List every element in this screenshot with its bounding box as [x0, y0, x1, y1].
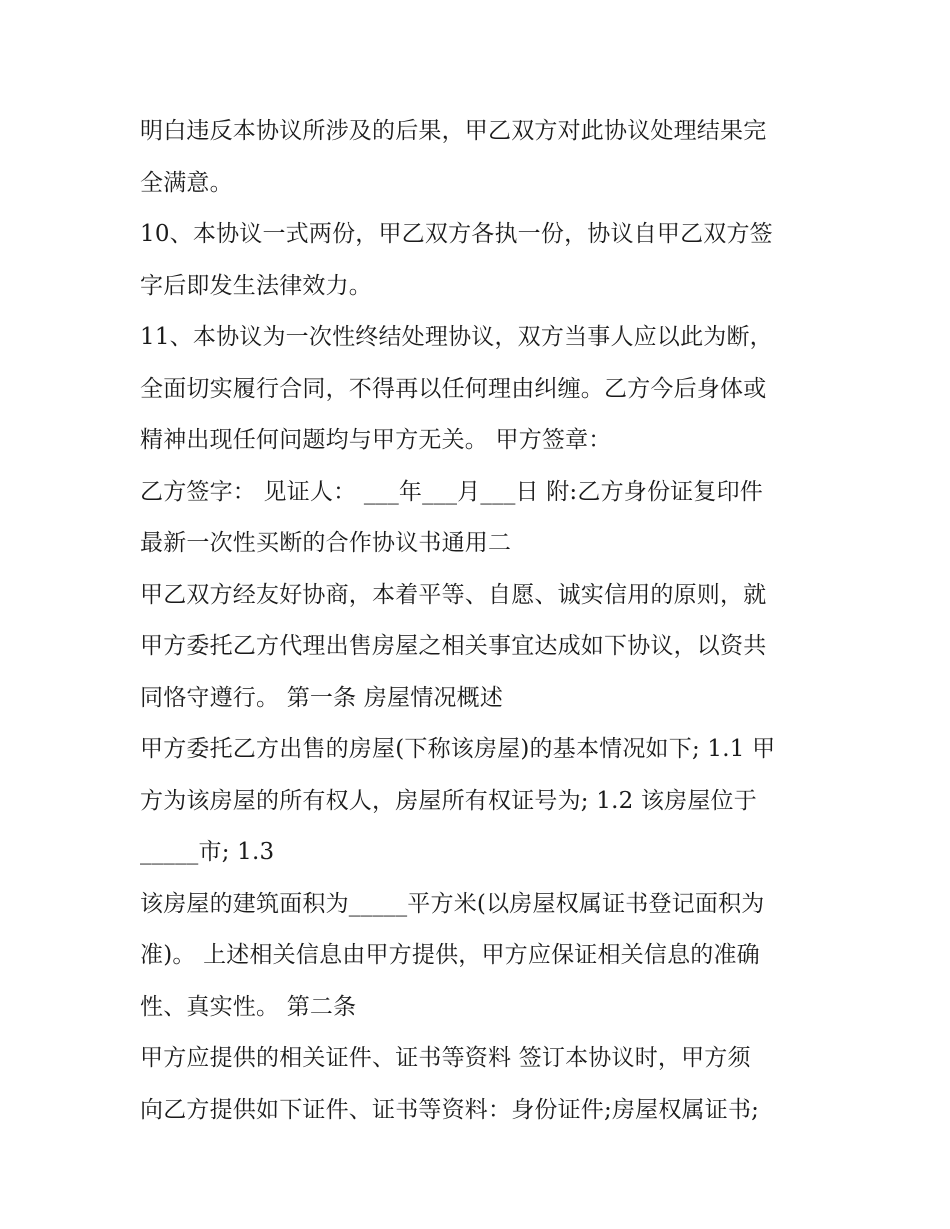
text-line: 方为该房屋的所有权人，房屋所有权证号为; 1.2 该房屋位于	[140, 787, 757, 814]
text-line: _____市; 1.3	[140, 839, 275, 865]
text-line: 明白违反本协议所涉及的后果，甲乙双方对此协议处理结果完	[140, 118, 767, 144]
text-line: 向乙方提供如下证件、证书等资料：身份证件;房屋权属证书;	[140, 1096, 760, 1123]
text-line: 10、本协议一式两份，甲乙双方各执一份，协议自甲乙双方签	[140, 221, 773, 247]
text-line: 精神出现任何问题均与甲方无关。 甲方签章：	[140, 427, 612, 453]
text-line: 甲乙双方经友好协商，本着平等、自愿、诚实信用的原则，就	[140, 581, 767, 608]
text-line: 甲方委托乙方出售的房屋(下称该房屋)的基本情况如下; 1.1 甲	[140, 736, 776, 762]
text-line: 准)。 上述相关信息由甲方提供，甲方应保证相关信息的准确	[140, 942, 760, 968]
text-line: 字后即发生法律效力。	[140, 272, 372, 299]
text-line: 甲方委托乙方代理出售房屋之相关事宜达成如下协议，以资共	[140, 633, 767, 659]
document-body	[140, 108, 820, 1138]
section-heading: 最新一次性买断的合作协议书通用二	[140, 530, 512, 556]
text-line: 该房屋的建筑面积为_____平方米(以房屋权属证书登记面积为	[140, 890, 765, 917]
text-line: 全面切实履行合同，不得再以任何理由纠缠。乙方今后身体或	[140, 375, 767, 402]
text-line: 甲方应提供的相关证件、证书等资料 签订本协议时，甲方须	[140, 1045, 751, 1071]
text-line: 性、真实性。 第二条	[140, 993, 357, 1020]
text-line: 乙方签字： 见证人： ___年___月___日 附:乙方身份证复印件	[140, 478, 763, 505]
text-line: 全满意。	[140, 169, 233, 196]
text-line: 同恪守遵行。 第一条 房屋情况概述	[140, 684, 504, 711]
text-line: 11、本协议为一次性终结处理协议，双方当事人应以此为断，	[140, 324, 773, 350]
